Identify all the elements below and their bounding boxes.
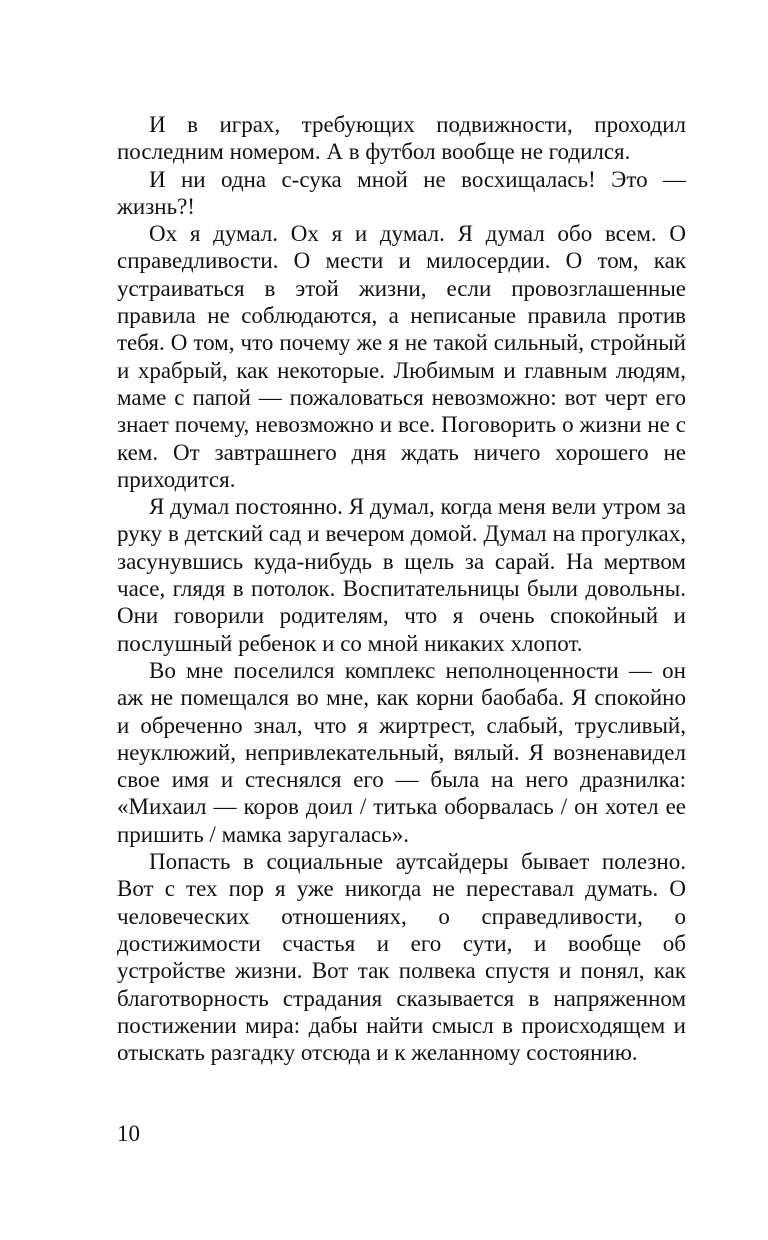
body-text <box>117 111 686 1066</box>
paragraph-4: Я думал постоянно. Я думал, когда меня вели утром за руку в детский сад и вечером домой. Думал на прогулках, засунувшись куда-нибудь в щель за сарай. На мертвом часе, глядя в потолок. Воспитательницы были довольны. Они говорили родителям, что я очень спокойный и послушный ребенок и со мной никаких хлопот. <box>117 494 686 656</box>
paragraph-5: Во мне поселился комплекс неполноценности — он аж не помещался во мне, как корни баобаба. Я спокойно и обреченно знал, что я жиртрест, слабый, трусливый, неуклюжий, непривлекательный, вялый. Я возненавидел свое имя и стеснялся его — была на него дразнилка: «Михаил — коров доил / титька оборвалась / он хотел ее пришить / мамка заругалась». <box>117 657 686 847</box>
paragraph-6: Попасть в социальные аутсайдеры бывает полезно. Вот с тех пор я уже никогда не переставал думать. О человеческих отношениях, о справедливости, о достижимости счастья и его сути, и вообще об устройстве жизни. Вот так полвека спустя и понял, как благотворность страдания сказывается в напряженном постижении мира: дабы найти смысл в происходящем и отыскать разгадку отсюда и к желанному состоянию. <box>117 849 686 1066</box>
page-number: 10 <box>117 1121 140 1146</box>
paragraph-1: И в играх, требующих подвижности, проходил последним номером. А в футбол вообще не годился. <box>117 112 686 165</box>
paragraph-2: И ни одна с-сука мной не восхищалась! Это — жизнь?! <box>117 166 686 219</box>
paragraph-3: Ох я думал. Ох я и думал. Я думал обо всем. О справедливости. О мести и милосердии. О том, как устраиваться в этой жизни, если провозглашенные правила не соблюдаются, а неписаные правила против тебя. О том, что почему же я не такой сильный, стройный и храбрый, как некоторые. Любимым и главным людям, маме с папой — пожаловаться невозможно: вот черт его знает почему, невозможно и все. Поговорить о жизни не с кем. От завтрашнего дня ждать ничего хорошего не приходится. <box>117 221 686 492</box>
